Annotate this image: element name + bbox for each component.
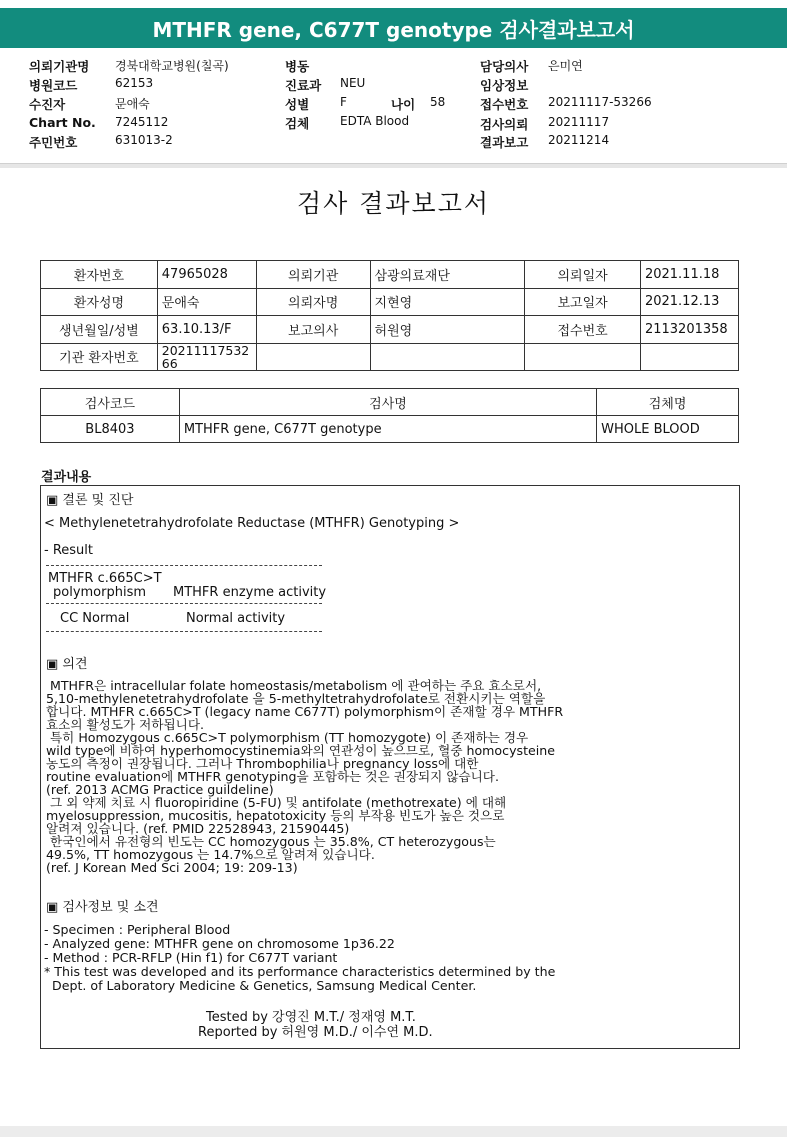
genotyping-title: < Methylenetetrahydrofolate Reductase (MTHFR) Genotyping > [44,516,460,531]
text-line: 효소의 활성도가 저하됩니다. [46,717,204,732]
text-line: 5,10-methylenetetrahydrofolate 을 5-methyltetrahydrofolate로 전환시키는 역할을 [46,691,546,706]
specimen-value: EDTA Blood [340,114,410,128]
genotype-result: CC Normal [60,611,130,626]
text-line: 특히 Homozygous c.665C>T polymorphism (TT homozygote) 이 존재하는 경우 [46,730,529,745]
text-line: 합니다. MTHFR c.665C>T (legacy name C677T) polymorphism이 존재할 경우 MTHFR [46,704,564,719]
text-line: MTHFR은 intracellular folate homeostasis/metabolism 에 관여하는 주요 효소로서, [46,678,542,693]
text-line: - Analyzed gene: MTHFR gene on chromosome 1p36.22 [44,936,395,951]
test-name-value: MTHFR gene, C677T genotype [179,416,596,443]
recipient-value: 문애숙 [115,97,150,111]
receipt-no-label: 접수번호 [480,97,529,112]
specimen-name-header: 검체명 [597,389,739,416]
table-row [41,288,739,316]
patient-no-label: 환자번호 [41,261,158,289]
opinion-text [46,679,563,874]
patient-name-label: 환자성명 [41,288,158,316]
reported-by: Reported by 허원영 M.D./ 이수연 M.D. [198,1025,433,1040]
results-box [40,485,740,1049]
col-polymorphism-line1: MTHFR c.665C>T [48,571,162,586]
tested-by: Tested by 강영진 M.T./ 정재영 M.T. [206,1010,416,1025]
receipt-no-cell-label: 접수번호 [525,316,641,344]
text-line: 한국인에서 유전형의 빈도는 CC homozygous 는 35.8%, CT heterozygous는 [46,834,496,849]
table-row [41,316,739,344]
text-line: (ref. J Korean Med Sci 2004; 19: 209-13) [46,860,298,875]
text-line: myelosuppression, mucositis, hepatotoxicity 등의 부작용 빈도가 높은 것으로 [46,808,505,823]
doctor-value: 은미연 [548,59,583,73]
text-line: - Method : PCR-RFLP (Hin f1) for C677T variant [44,950,338,965]
report-title: MTHFR gene, C677T genotype 검사결과보고서 [152,17,635,42]
requester-value: 지현영 [370,288,525,316]
empty-cell [525,343,641,371]
conclusion-heading: ▣ 결론 및 진단 [46,493,134,508]
patient-info-table [40,260,739,371]
patient-no-value: 47965028 [157,261,256,289]
request-org-label: 의뢰기관 [256,261,370,289]
results-section-title: 결과내용 [41,470,92,485]
resident-no-value: 631013-2 [115,133,173,147]
enzyme-activity-result: Normal activity [186,611,286,626]
request-date-label: 검사의뢰 [480,117,529,132]
table-row [41,261,739,289]
text-line: - Specimen : Peripheral Blood [44,922,231,937]
test-code-value: BL8403 [41,416,180,443]
org-patient-no-line2: 66 [161,355,178,371]
section-divider [0,164,787,168]
specimen-name-value: WHOLE BLOOD [597,416,739,443]
birth-sex-label: 생년월일/성별 [41,316,158,344]
birth-sex-value: 63.10.13/F [157,316,256,344]
age-value: 58 [430,95,446,109]
org-patient-no-line1: 20211117532 [161,342,250,358]
result-label: - Result [44,543,93,558]
report-date-label: 결과보고 [480,135,529,150]
table-row [41,343,739,371]
request-date-cell-label: 의뢰일자 [525,261,641,289]
report-doctor-label: 보고의사 [256,316,370,344]
request-date-value: 20211117 [548,115,610,129]
requester-label: 의뢰자명 [256,288,370,316]
test-code-header: 검사코드 [41,389,180,416]
recipient-label: 수진자 [29,97,66,112]
clinical-info-label: 임상정보 [480,78,529,93]
sex-value: F [340,95,347,109]
test-name-header: 검사명 [179,389,596,416]
col-enzyme-activity: MTHFR enzyme activity [173,585,327,600]
test-info-text [44,923,555,993]
text-line: (ref. 2013 ACMG Practice guildeline) [46,782,274,797]
hospital-code-value: 62153 [115,76,154,90]
age-label: 나이 [391,97,416,112]
resident-no-label: 주민번호 [29,135,78,150]
col-polymorphism-line2: polymorphism [53,585,147,600]
text-line: 49.5%, TT homozygous 는 14.7%으로 알려져 있습니다. [46,847,375,862]
patient-meta-panel [0,52,787,164]
text-line: 그 외 약제 치료 시 fluoropiridine (5-FU) 및 antifolate (methotrexate) 에 대해 [46,795,507,810]
text-line: 알려져 있습니다. (ref. PMID 22528943, 21590445) [46,821,350,836]
test-info-table [40,388,739,443]
dept-label: 진료과 [285,78,322,93]
text-line: * This test was developed and its performance characteristics determined by the [44,964,556,979]
empty-cell [370,343,525,371]
institution-value: 경북대학교병원(칠곡) [115,59,229,73]
text-line: 농도의 측정이 권장됩니다. 그러나 Thrombophilia나 pregnancy loss에 대한 [46,756,479,771]
report-date-cell-value: 2021.12.13 [640,288,738,316]
receipt-no-value: 20211117-53266 [548,95,652,109]
opinion-heading: ▣ 의견 [46,657,88,672]
chart-no-label: Chart No. [29,115,96,130]
dashed-divider [46,603,322,604]
text-line: wild type에 비하여 hyperhomocystinemia와의 연관성이 높으므로, 혈중 homocysteine [46,743,555,758]
table-row [41,416,739,443]
ward-label: 병동 [285,59,310,74]
empty-cell [256,343,370,371]
patient-name-value: 문애숙 [157,288,256,316]
text-line: Dept. of Laboratory Medicine & Genetics, Samsung Medical Center. [44,978,477,993]
report-date-cell-label: 보고일자 [525,288,641,316]
org-patient-no-label: 기관 환자번호 [41,343,158,371]
request-org-value: 삼광의료재단 [370,261,525,289]
document-title: 검사 결과보고서 [297,189,490,218]
dashed-divider [46,631,322,632]
empty-cell [640,343,738,371]
org-patient-no-value [157,343,256,371]
institution-label: 의뢰기관명 [29,59,90,74]
dashed-divider [46,565,322,566]
report-title-bar [0,8,787,48]
report-date-value: 20211214 [548,133,610,147]
receipt-no-cell-value: 2113201358 [640,316,738,344]
hospital-code-label: 병원코드 [29,78,78,93]
report-doctor-value: 허원영 [370,316,525,344]
dept-value: NEU [340,76,366,90]
doctor-label: 담당의사 [480,59,529,74]
sex-label: 성별 [285,97,310,112]
table-header-row [41,389,739,416]
test-info-heading: ▣ 검사정보 및 소견 [46,900,159,915]
specimen-label: 검체 [285,116,310,131]
request-date-cell-value: 2021.11.18 [640,261,738,289]
chart-no-value: 7245112 [115,115,169,129]
text-line: routine evaluation에 MTHFR genotyping을 포함하는 것은 권장되지 않습니다. [46,769,499,784]
page-bottom-band [0,1126,787,1137]
